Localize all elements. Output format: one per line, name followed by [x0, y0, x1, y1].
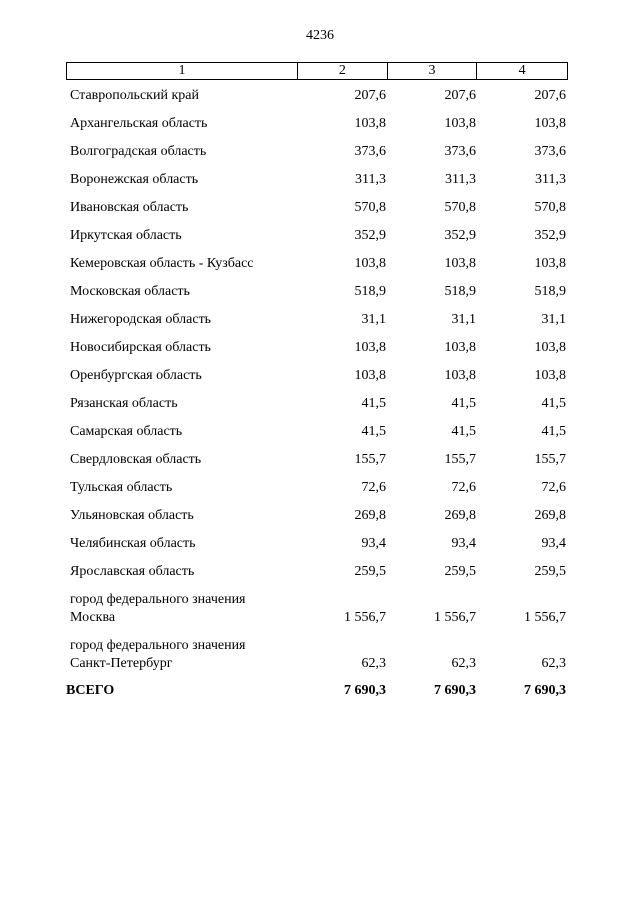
value-col-4: 103,8 [534, 116, 566, 131]
value-col-3: 31,1 [451, 312, 476, 327]
value-col-3: 103,8 [444, 368, 476, 383]
value-col-2: 311,3 [355, 172, 386, 187]
region-name: Московская область [70, 284, 190, 299]
total-col-4: 7 690,3 [524, 683, 566, 698]
value-col-2: 93,4 [361, 536, 386, 551]
region-name: город федерального значения Санкт-Петербург [70, 638, 246, 671]
value-col-3: 570,8 [444, 200, 476, 215]
total-col-2: 7 690,3 [344, 683, 386, 698]
value-col-3: 41,5 [451, 396, 476, 411]
value-col-3: 62,3 [451, 656, 476, 671]
header-col-2: 2 [298, 63, 388, 79]
value-col-3: 155,7 [444, 452, 476, 467]
value-col-3: 269,8 [444, 508, 476, 523]
region-name: Рязанская область [70, 396, 178, 411]
value-col-4: 352,9 [534, 228, 566, 243]
value-col-4: 41,5 [541, 424, 566, 439]
region-name: Самарская область [70, 424, 183, 439]
value-col-3: 518,9 [444, 284, 476, 299]
value-col-4: 62,3 [541, 656, 566, 671]
value-col-2: 103,8 [354, 116, 386, 131]
region-name: Челябинская область [70, 536, 196, 551]
region-name: Ставропольский край [70, 88, 199, 103]
value-col-4: 207,6 [534, 88, 566, 103]
value-col-2: 72,6 [361, 480, 386, 495]
region-name: Нижегородская область [70, 312, 212, 327]
value-col-4: 373,6 [534, 144, 566, 159]
value-col-4: 93,4 [541, 536, 566, 551]
value-col-3: 103,8 [444, 340, 476, 355]
value-col-3: 1 556,7 [434, 610, 476, 625]
value-col-2: 570,8 [354, 200, 386, 215]
value-col-3: 103,8 [444, 116, 476, 131]
value-col-2: 103,8 [354, 368, 386, 383]
value-col-2: 1 556,7 [344, 610, 386, 625]
value-col-3: 207,6 [444, 88, 476, 103]
region-name: Волгоградская область [70, 144, 207, 159]
value-col-3: 352,9 [444, 228, 476, 243]
region-name: Ивановская область [70, 200, 189, 215]
value-col-4: 1 556,7 [524, 610, 566, 625]
value-col-4: 72,6 [541, 480, 566, 495]
region-name: Свердловская область [70, 452, 202, 467]
value-col-3: 72,6 [451, 480, 476, 495]
value-col-3: 41,5 [451, 424, 476, 439]
header-col-1: 1 [67, 63, 298, 79]
value-col-4: 269,8 [534, 508, 566, 523]
value-col-3: 311,3 [445, 172, 476, 187]
page-number: 4236 [306, 28, 334, 43]
region-name: Ярославская область [70, 564, 195, 579]
region-name: Воронежская область [70, 172, 199, 187]
value-col-2: 259,5 [354, 564, 386, 579]
value-col-3: 259,5 [444, 564, 476, 579]
value-col-2: 373,6 [354, 144, 386, 159]
value-col-2: 352,9 [354, 228, 386, 243]
value-col-2: 518,9 [354, 284, 386, 299]
header-col-3: 3 [388, 63, 478, 79]
value-col-2: 207,6 [354, 88, 386, 103]
value-col-4: 31,1 [541, 312, 566, 327]
header-col-4: 4 [518, 63, 526, 78]
value-col-2: 41,5 [361, 396, 386, 411]
value-col-3: 373,6 [444, 144, 476, 159]
value-col-4: 155,7 [534, 452, 566, 467]
value-col-2: 31,1 [361, 312, 386, 327]
region-name: Иркутская область [70, 228, 182, 243]
value-col-4: 518,9 [534, 284, 566, 299]
value-col-2: 41,5 [361, 424, 386, 439]
value-col-4: 259,5 [534, 564, 566, 579]
table-header [66, 62, 568, 80]
value-col-2: 155,7 [354, 452, 386, 467]
value-col-4: 311,3 [535, 172, 566, 187]
value-col-4: 570,8 [534, 200, 566, 215]
region-name: Ульяновская область [70, 508, 194, 523]
value-col-4: 103,8 [534, 256, 566, 271]
region-name: Кемеровская область - Кузбасс [70, 256, 254, 271]
value-col-4: 41,5 [541, 396, 566, 411]
region-name: Новосибирская область [70, 340, 211, 355]
region-name: Архангельская область [70, 116, 208, 131]
value-col-2: 62,3 [361, 656, 386, 671]
total-col-3: 7 690,3 [434, 683, 476, 698]
value-col-4: 103,8 [534, 340, 566, 355]
value-col-3: 103,8 [444, 256, 476, 271]
total-label: ВСЕГО [66, 683, 115, 698]
value-col-2: 269,8 [354, 508, 386, 523]
value-col-3: 93,4 [451, 536, 476, 551]
value-col-2: 103,8 [354, 256, 386, 271]
value-col-4: 103,8 [534, 368, 566, 383]
value-col-2: 103,8 [354, 340, 386, 355]
region-name: Тульская область [70, 480, 173, 495]
region-name: Оренбургская область [70, 368, 202, 383]
region-name: город федерального значения Москва [70, 592, 246, 625]
